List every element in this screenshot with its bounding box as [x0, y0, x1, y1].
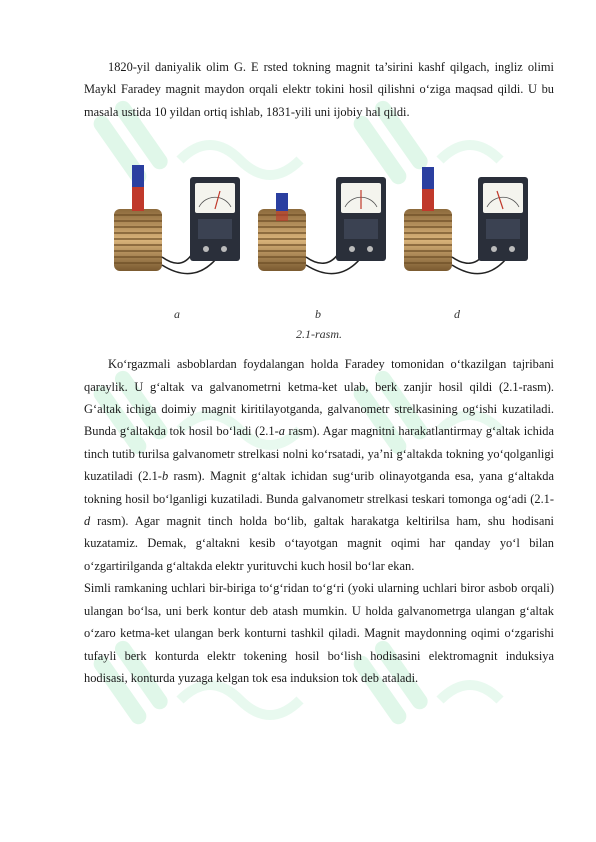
coil-a: [114, 209, 162, 271]
galvanometer-d: [478, 177, 528, 261]
magnet-d: [422, 167, 434, 211]
setup-a: [114, 165, 240, 274]
setup-b: [258, 177, 386, 274]
figure-faraday-experiment: [84, 131, 554, 353]
paragraph-induction: Simli ramkaning uchlari bir-biriga to‘g‘ridan to‘g‘ri (yoki ularning uchlari biror asbob orqali) ulangan bo‘lsa, uni berk kontur deb atash mumkin. U holda galvanometrga ulangan g‘altak o‘zaro ketma-ket ulangan berk konturni tashkil qiladi. Magnit maydonning oqimi o‘zgarishi tufayli berk konturda elektr tokening hosil bo‘lish hodisasini elektromagnit induksiya hodisasi, konturda yuzaga kelgan tok esa induksion tok deb ataladi.: [84, 581, 554, 685]
figure-label-d: d: [454, 307, 460, 322]
page-content: [84, 56, 554, 689]
coil-d: [404, 209, 452, 271]
paragraph-intro: 1820-yil daniyalik olim G. E rsted tokning magnit ta’sirini kashf qilgach, ingliz olimi Maykl Faradey magnit maydon orqali elektr tokini hosil qilishni o‘ziga maqsad qildi. U bu masala ustida 10 yildan ortiq ishlab, 1831-yili uni ijobiy hal qildi.: [84, 60, 554, 119]
magnet-b: [276, 193, 288, 221]
magnet-a: [132, 165, 144, 211]
galvanometer-a: [190, 177, 240, 261]
figure-label-a: a: [174, 307, 180, 322]
galvanometer-b: [336, 177, 386, 261]
setup-d: [404, 167, 528, 274]
experiment-illustration: [106, 147, 532, 307]
paragraph-experiment: Ko‘rgazmali asboblardan foydalangan holda Faradey tomonidan o‘tkazilgan tajribani qaraylik. U g‘altak va galvanometrni ketma-ket ulab, berk zanjir hosil qildi (2.1-rasm). G‘altak ichiga doimiy magnit kiritilayotganda, galvanometr strelkasining og‘ishi kuzatiladi. Bunda g‘altakda tok hosil bo‘ladi (2.1-a rasm). Agar magnitni harakatlantirmay g‘altak ichida tinch tutib turilsa galvanometr strelkasi nolni ko‘rsatadi, ya’ni g‘altakda tokning yo‘qolganligi kuzatiladi (2.1-b rasm). Magnit g‘altak ichidan sug‘urib olinayotganda esa, yana g‘altakda tokning hosil bo‘lganligi kuzatiladi. Bunda galvanometr strelkasi teskari tomonga og‘adi (2.1-d rasm). Agar magnit tinch holda bo‘lib, galtak harakatga keltirilsa ham, shu hodisani kuzatamiz. Demak, g‘altakni kesib o‘tayotgan magnit oqimi har qanday yo‘l bilan o‘zgartirilganda g‘altakda elektr yurituvchi kuch hosil bo‘lar ekan.: [84, 357, 555, 573]
figure-caption: 2.1-rasm.: [295, 327, 342, 342]
figure-label-b: b: [315, 307, 321, 322]
